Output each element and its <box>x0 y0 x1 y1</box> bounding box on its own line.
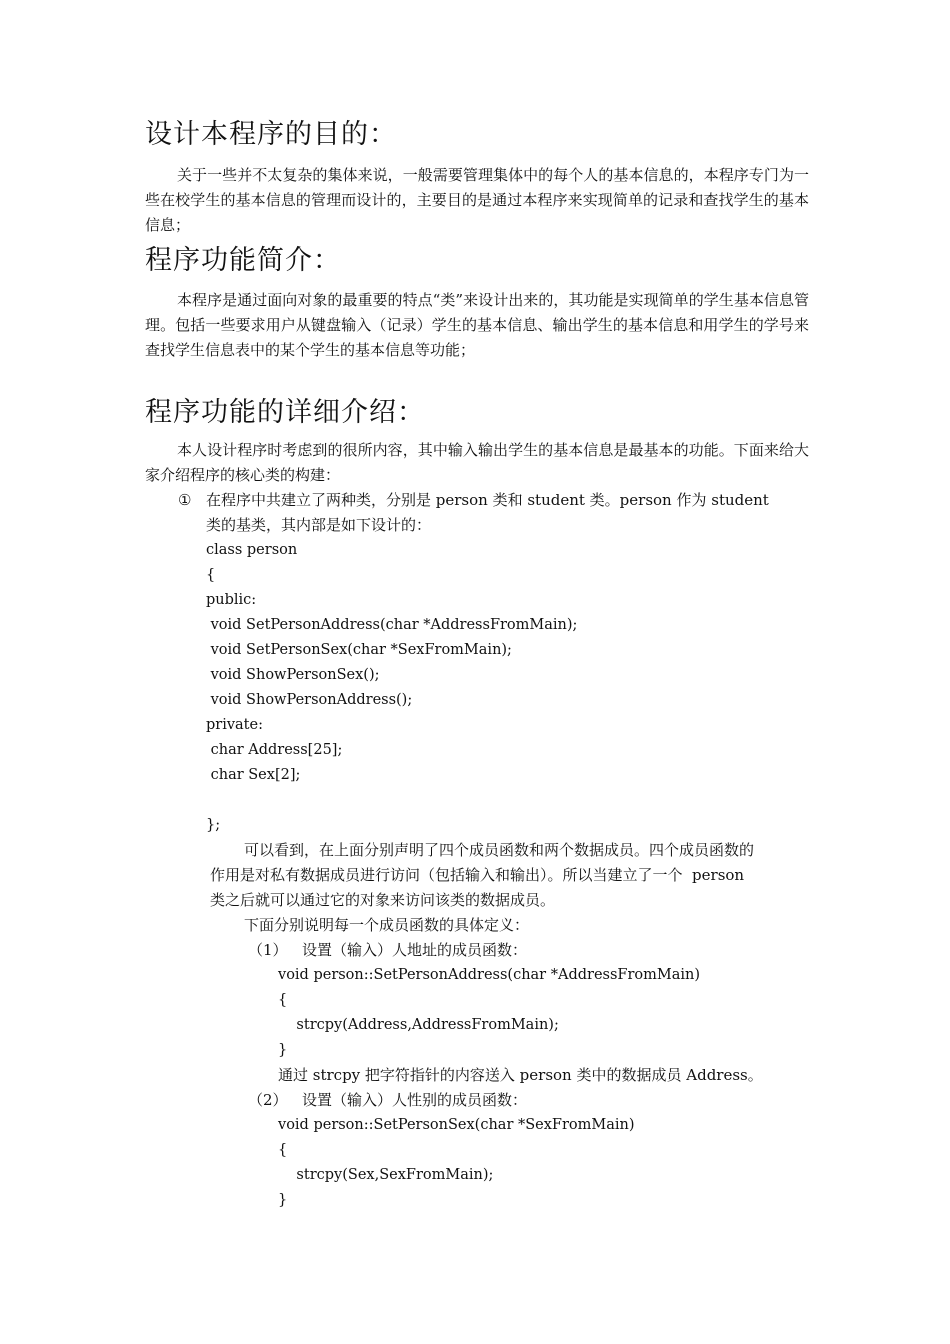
code-line: public: <box>206 592 257 608</box>
code-line: char Sex[2]; <box>206 767 301 783</box>
code-line: void ShowPersonAddress(); <box>206 692 413 708</box>
paragraph-purpose: 关于一些并不太复杂的集体来说，一般需要管理集体中的每个人的基本信息的，本程序专门为一些在校学生的基本信息的管理而设计的，主要目的是通过本程序来实现简单的记录和查找学生的基本信息； <box>145 166 809 234</box>
code-line: strcpy(Sex,SexFromMain); <box>278 1167 494 1183</box>
code-line: { <box>278 1142 288 1158</box>
heading-details: 程序功能的详细介绍： <box>145 397 425 428</box>
paragraph-overview: 本程序是通过面向对象的最重要的特点“类”来设计出来的，其功能是实现简单的学生基本信息管理。包括一些要求用户从键盘输入（记录）学生的基本信息、输出学生的基本信息和用学生的学号来查找学生信息表中的某个学生的基本信息等功能； <box>145 291 809 359</box>
code-line: strcpy(Address,AddressFromMain); <box>278 1017 559 1033</box>
list-marker: ① <box>178 491 192 509</box>
sub2-title: 设置（输入）人性别的成员函数： <box>302 1091 528 1109</box>
code-line: private: <box>206 717 263 733</box>
item1-text-line1: 在程序中共建立了两种类，分别是 person 类和 student 类。person 作为 student <box>206 491 769 509</box>
explain-line3: 类之后就可以通过它的对象来访问该类的数据成员。 <box>210 891 556 909</box>
explain-below: 下面分别说明每一个成员函数的具体定义： <box>244 916 530 934</box>
code-line: void person::SetPersonAddress(char *AddressFromMain) <box>278 967 701 983</box>
code-line: { <box>278 992 288 1008</box>
heading-overview: 程序功能简介： <box>145 245 341 276</box>
code-line: class person <box>206 542 298 558</box>
explain-line2: 作用是对私有数据成员进行访问（包括输入和输出）。所以当建立了一个 person <box>210 866 745 884</box>
code-line: } <box>278 1192 288 1208</box>
code-line: void person::SetPersonSex(char *SexFromMain) <box>278 1117 635 1133</box>
sub1-note: 通过 strcpy 把字符指针的内容送入 person 类中的数据成员 Address。 <box>278 1066 763 1084</box>
sub2-label: （2） <box>248 1091 288 1109</box>
code-line: }; <box>206 817 221 833</box>
code-line: { <box>206 567 216 583</box>
sub1-title: 设置（输入）人地址的成员函数： <box>302 941 528 959</box>
explain-line1: 可以看到，在上面分别声明了四个成员函数和两个数据成员。四个成员函数的 <box>244 841 755 859</box>
code-line: void ShowPersonSex(); <box>206 667 380 683</box>
item1-text-line2: 类的基类，其内部是如下设计的： <box>206 516 432 534</box>
code-line: } <box>278 1042 288 1058</box>
code-line: void SetPersonSex(char *SexFromMain); <box>206 642 512 658</box>
code-line: char Address[25]; <box>206 742 343 758</box>
paragraph-details: 本人设计程序时考虑到的很所内容，其中输入输出学生的基本信息是最基本的功能。下面来给大家介绍程序的核心类的构建： <box>145 441 809 484</box>
code-line: void SetPersonAddress(char *AddressFromMain); <box>206 617 578 633</box>
sub1-label: （1） <box>248 941 288 959</box>
heading-purpose: 设计本程序的目的： <box>145 119 397 150</box>
